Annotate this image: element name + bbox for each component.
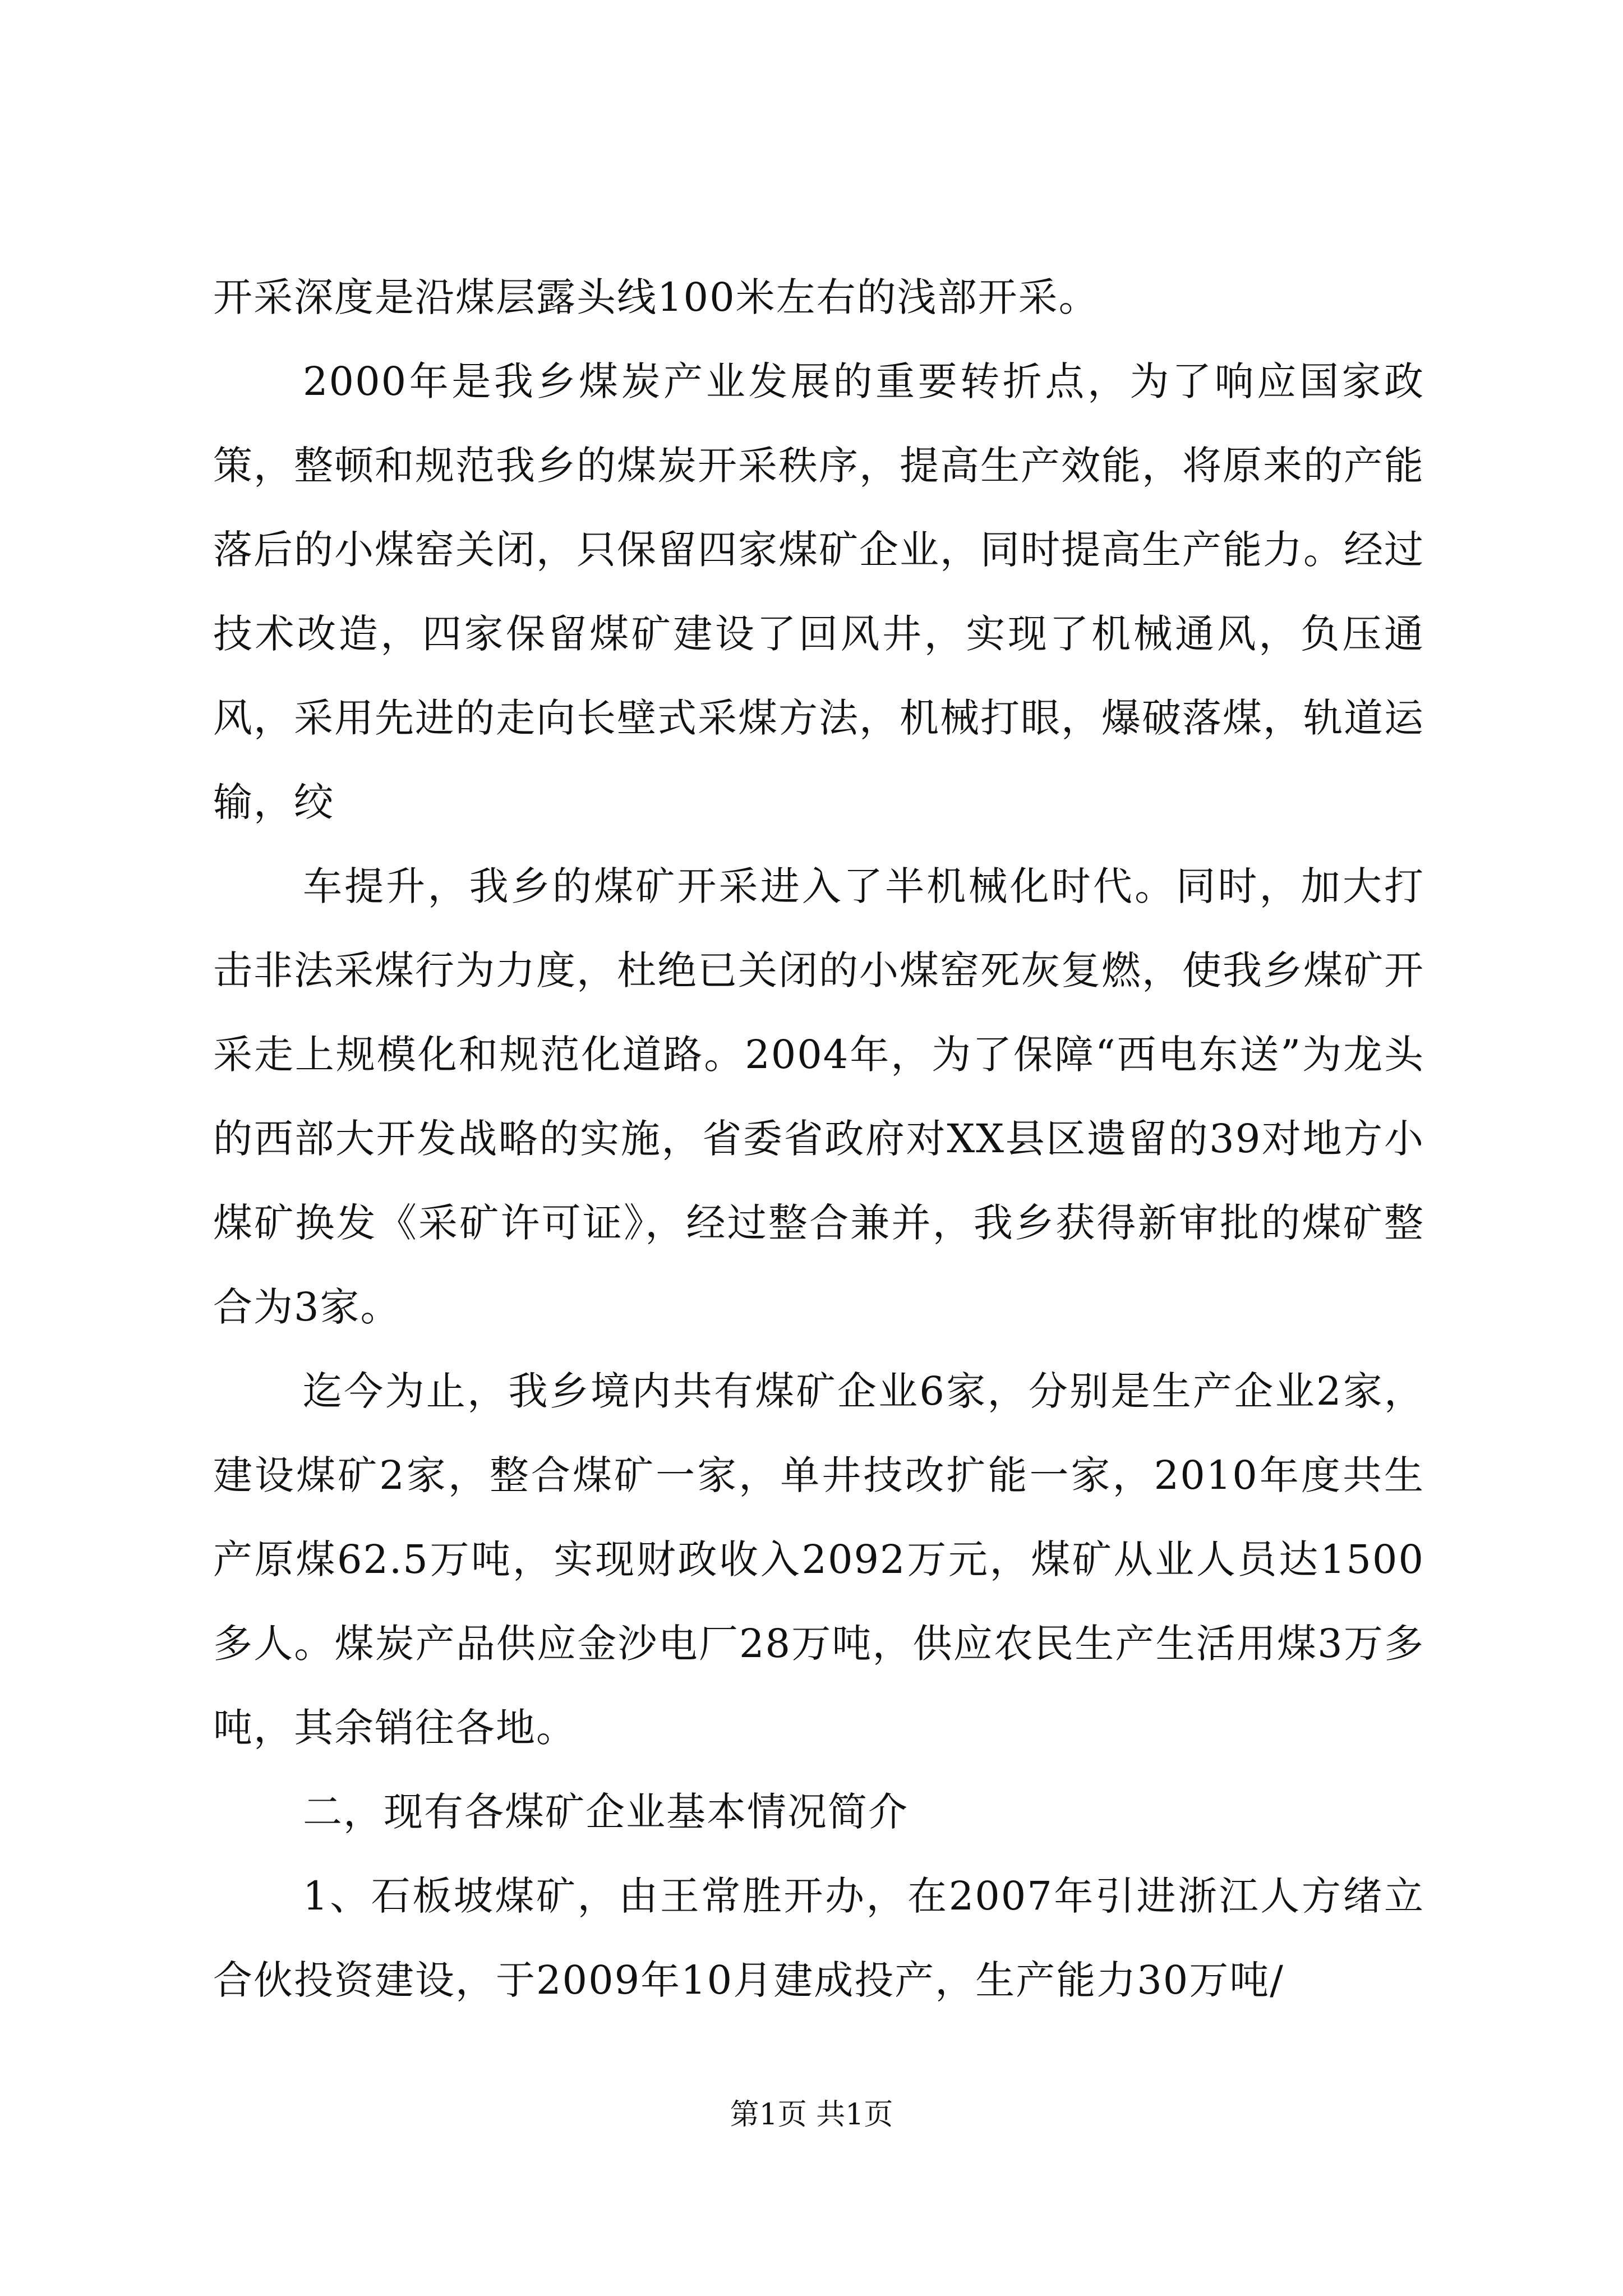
section-heading: 二，现有各煤矿企业基本情况简介 xyxy=(303,1789,909,1835)
paragraph-5: 1、石板坡煤矿，由王常胜开办，在2007年引进浙江人方绪立合伙投资建设，于2009年10月建成投产，生产能力30万吨/ xyxy=(213,1873,1424,2003)
paragraph-1: 开采深度是沿煤层露头线100米左右的浅部开采。 xyxy=(213,274,1099,320)
paragraph-2: 2000年是我乡煤炭产业发展的重要转折点，为了响应国家政策，整顿和规范我乡的煤炭开采秩序，提高生产效能，将原来的产能落后的小煤窑关闭，只保留四家煤矿企业，同时提高生产能力。经过技术改造，四家保留煤矿建设了回风井，实现了机械通风，负压通风，采用先进的走向长壁式采煤方法，机械打眼，爆破落煤，轨道运输，绞 xyxy=(213,358,1424,825)
paragraph-4: 迄今为止，我乡境内共有煤矿企业6家，分别是生产企业2家，建设煤矿2家，整合煤矿一家，单井技改扩能一家，2010年度共生产原煤62.5万吨，实现财政收入2092万元，煤矿从业人员达1500多人。煤炭产品供应金沙电厂28万吨，供应农民生产生活用煤3万多吨，其余销往各地。 xyxy=(213,1368,1424,1751)
document-body xyxy=(213,255,1424,2022)
page-number-footer: 第1页 共1页 xyxy=(730,2098,893,2132)
paragraph-3: 车提升，我乡的煤矿开采进入了半机械化时代。同时，加大打击非法采煤行为力度，杜绝已关闭的小煤窑死灰复燃，使我乡煤矿开采走上规模化和规范化道路。2004年，为了保障“西电东送”为龙头的西部大开发战略的实施，省委省政府对XX县区遗留的39对地方小煤矿换发《采矿许可证》，经过整合兼并，我乡获得新审批的煤矿整合为3家。 xyxy=(213,863,1424,1330)
